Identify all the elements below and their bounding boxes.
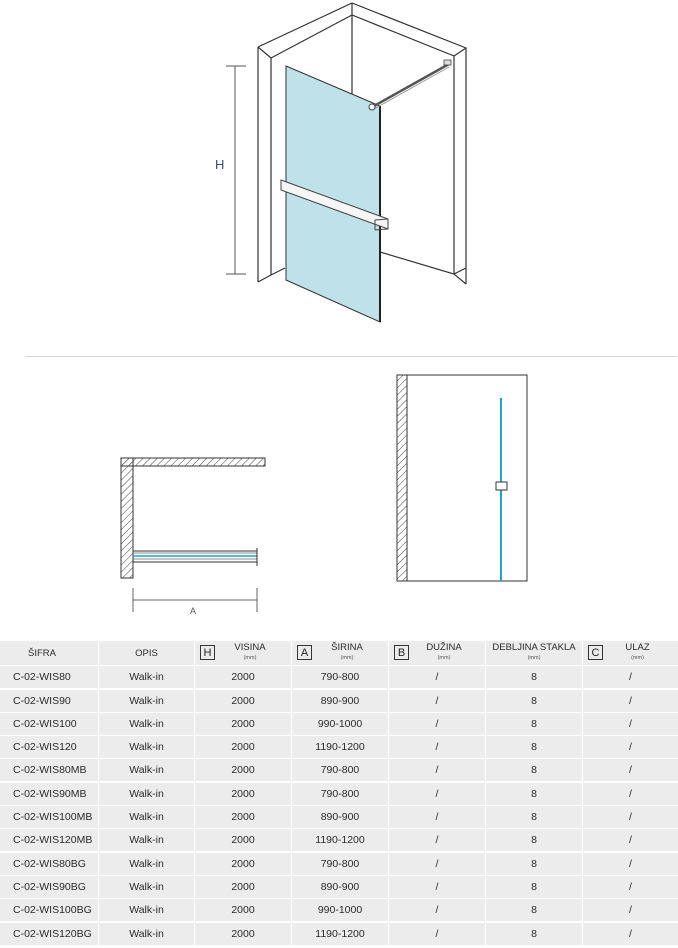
header-code: ŠIFRA: [28, 647, 56, 659]
cell-length: /: [388, 806, 485, 828]
cell-width: 1190-1200: [291, 736, 388, 758]
cell-description: Walk-in: [98, 666, 194, 688]
header-entry-label: ULAZ: [625, 642, 650, 653]
table-row: [0, 736, 678, 758]
cell-description: Walk-in: [98, 876, 194, 898]
table-row: [0, 759, 678, 781]
width-icon: A: [297, 645, 312, 660]
elevation-view: [397, 375, 527, 581]
table-row: [0, 806, 678, 828]
cell-height: 2000: [194, 783, 291, 805]
cell-height: 2000: [194, 853, 291, 875]
cell-height: 2000: [194, 759, 291, 781]
cell-width: 790-800: [291, 759, 388, 781]
cell-entry: /: [582, 806, 678, 828]
cell-description: Walk-in: [98, 690, 194, 712]
cell-code: C-02-WIS100MB: [13, 811, 93, 824]
cell-entry: /: [582, 666, 678, 688]
plan-view: [121, 458, 265, 612]
cell-height: 2000: [194, 806, 291, 828]
table-row: [0, 690, 678, 712]
cell-description: Walk-in: [98, 759, 194, 781]
cell-description: Walk-in: [98, 853, 194, 875]
cell-length: /: [388, 923, 485, 945]
cell-description: Walk-in: [98, 736, 194, 758]
length-icon: B: [394, 645, 409, 660]
section-divider: [25, 356, 677, 357]
cell-height: 2000: [194, 690, 291, 712]
header-description: OPIS: [98, 641, 194, 665]
cell-width: 790-800: [291, 783, 388, 805]
cell-entry: /: [582, 736, 678, 758]
cell-length: /: [388, 736, 485, 758]
cell-entry: /: [582, 759, 678, 781]
cell-width: 1190-1200: [291, 829, 388, 851]
cell-length: /: [388, 690, 485, 712]
cell-description: Walk-in: [98, 713, 194, 735]
cell-thickness: 8: [485, 713, 582, 735]
cell-code: C-02-WIS120MB: [13, 834, 93, 847]
cell-length: /: [388, 899, 485, 921]
cell-description: Walk-in: [98, 783, 194, 805]
cell-description: Walk-in: [98, 899, 194, 921]
cell-entry: /: [582, 876, 678, 898]
cell-entry: /: [582, 690, 678, 712]
cell-height: 2000: [194, 736, 291, 758]
header-height: [194, 641, 291, 665]
cell-height: 2000: [194, 899, 291, 921]
header-entry: [582, 641, 678, 665]
cell-thickness: 8: [485, 853, 582, 875]
header-width: [291, 641, 388, 665]
header-height-unit: (mm): [243, 655, 257, 661]
table-header: [0, 641, 678, 665]
header-length-unit: (mm): [437, 655, 451, 661]
height-label: H: [215, 157, 225, 172]
cell-code: C-02-WIS120BG: [13, 927, 92, 940]
table-row: [0, 923, 678, 945]
cell-thickness: 8: [485, 876, 582, 898]
cell-entry: /: [582, 783, 678, 805]
cell-length: /: [388, 759, 485, 781]
cell-code: C-02-WIS100BG: [13, 904, 92, 917]
support-arm: [374, 64, 449, 106]
header-width-label: ŠIRINA: [331, 642, 363, 653]
header-thickness: [485, 641, 582, 665]
cell-length: /: [388, 853, 485, 875]
table-row: [0, 829, 678, 851]
cell-entry: /: [582, 899, 678, 921]
cell-thickness: 8: [485, 806, 582, 828]
cell-length: /: [388, 783, 485, 805]
height-icon: H: [200, 645, 215, 660]
cell-width: 790-800: [291, 666, 388, 688]
cell-code: C-02-WIS80: [13, 671, 71, 684]
cell-length: /: [388, 876, 485, 898]
table-row: [0, 853, 678, 875]
cell-height: 2000: [194, 923, 291, 945]
cell-height: 2000: [194, 666, 291, 688]
cell-entry: /: [582, 853, 678, 875]
header-entry-unit: (mm): [631, 655, 644, 661]
table-row: [0, 713, 678, 735]
table-row: [0, 783, 678, 805]
cell-height: 2000: [194, 876, 291, 898]
cell-code: C-02-WIS120: [13, 741, 77, 754]
cell-thickness: 8: [485, 923, 582, 945]
cell-width: 890-900: [291, 690, 388, 712]
entry-icon: C: [588, 645, 603, 660]
table-row: [0, 666, 678, 688]
cell-thickness: 8: [485, 899, 582, 921]
cell-entry: /: [582, 713, 678, 735]
cell-code: C-02-WIS80MB: [13, 764, 87, 777]
cell-code: C-02-WIS80BG: [13, 857, 86, 870]
cell-length: /: [388, 713, 485, 735]
cell-code: C-02-WIS90: [13, 694, 71, 707]
cell-description: Walk-in: [98, 806, 194, 828]
cell-width: 890-900: [291, 806, 388, 828]
table-body: [0, 666, 678, 944]
cell-thickness: 8: [485, 736, 582, 758]
header-width-unit: (mm): [340, 655, 354, 661]
cell-width: 990-1000: [291, 899, 388, 921]
cell-code: C-02-WIS90BG: [13, 880, 86, 893]
header-length: [388, 641, 485, 665]
cell-length: /: [388, 829, 485, 851]
cell-width: 1190-1200: [291, 923, 388, 945]
cell-height: 2000: [194, 713, 291, 735]
cell-thickness: 8: [485, 666, 582, 688]
cell-width: 890-900: [291, 876, 388, 898]
cell-width: 790-800: [291, 853, 388, 875]
cell-description: Walk-in: [98, 923, 194, 945]
cell-thickness: 8: [485, 783, 582, 805]
cell-width: 990-1000: [291, 713, 388, 735]
cell-code: C-02-WIS90MB: [13, 787, 87, 800]
width-label: A: [190, 606, 197, 616]
header-thickness-unit: (mm): [527, 655, 541, 661]
cell-entry: /: [582, 829, 678, 851]
spec-table: [0, 641, 678, 945]
cell-entry: /: [582, 923, 678, 945]
table-row: [0, 876, 678, 898]
cell-thickness: 8: [485, 759, 582, 781]
height-dimension: [226, 66, 246, 274]
cell-thickness: 8: [485, 690, 582, 712]
cell-description: Walk-in: [98, 829, 194, 851]
header-length-label: DUŽINA: [426, 642, 462, 653]
cell-thickness: 8: [485, 829, 582, 851]
header-thickness-label: DEBLJINA STAKLA: [492, 642, 576, 653]
cell-height: 2000: [194, 829, 291, 851]
cell-code: C-02-WIS100: [13, 717, 77, 730]
cell-length: /: [388, 666, 485, 688]
header-height-label: VISINA: [234, 642, 266, 653]
table-row: [0, 899, 678, 921]
